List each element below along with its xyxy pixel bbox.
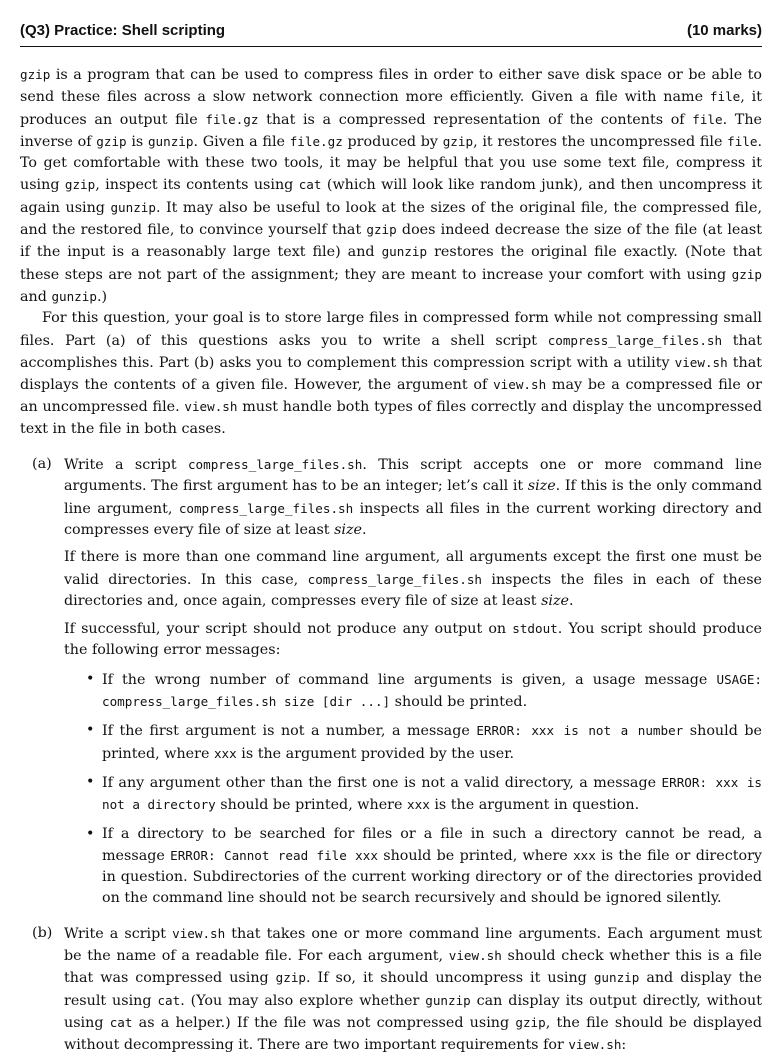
bullet-item [64,720,762,765]
text-run: inspects all files in the current working directory and compresses every file of size at least [64,500,762,538]
text-run: (which will look like random junk), and then uncompress it again using [20,177,763,216]
text-run: is a program that can be used to compress files in order to either save disk space or be able to send these files across a slow network connection more efficiently. Given a file with name [20,67,762,106]
text-run: that displays the contents of a given file. However, the argument of [20,354,762,394]
inline-code: xxx [213,745,237,761]
inline-code: gzip [515,1014,546,1030]
text-run: must handle both types of files correctly and display the uncompressed text in the file in both cases. [20,399,762,437]
text-run: If there is more than one command line argument, all arguments except the first one must be valid directories. In this case, [64,549,762,588]
part-a-label: (a) [32,456,52,473]
inline-code: cat [157,992,181,1008]
text-run: restores the original file exactly. (Note that these steps are not part of the assignment; they are meant to increase your comfort with using [20,244,762,283]
inline-code: gzip [96,133,127,149]
inline-code: gzip [731,266,762,282]
bullet-marker: • [86,722,95,739]
text-run: . (You may also explore whether [180,992,426,1009]
inline-code: gzip [20,67,51,82]
text-run: , it restores the uncompressed file [473,133,728,150]
bullet-text [102,669,762,714]
text-run: . If so, it should uncompress it using [306,970,594,987]
emphasis-text: size [541,592,569,609]
text-run: . The inverse of [20,111,763,150]
text-run: is the argument in question. [429,797,640,814]
text-run: should be printed, where [102,723,762,762]
part-a-paragraph [64,547,762,612]
text-run: is [126,133,148,150]
inline-code: file [692,111,723,127]
inline-code: gzip [64,177,96,193]
bullet-marker: • [86,670,95,687]
text-run: that is a compressed representation of the contents of [258,111,693,128]
text-run: . It may also be useful to look at the sizes of the original file, the compressed file, and the restored file, to convince yourself that [20,199,762,239]
text-run: should be printed. [390,694,528,711]
text-run: is the file or directory in question. Subdirectories of the current working directory or of the directories provided on the command line should not be search recursively and should be ignored silently. [102,847,762,907]
text-run: . To get comfortable with these two tools, it may be helpful that you use some text file, compress it using [20,133,763,194]
text-run: and [20,288,52,305]
inline-code: view.sh [493,377,547,393]
bullet-marker: • [86,773,95,790]
inline-code: compress_large_files.sh [187,457,363,473]
header-rule [20,46,762,47]
question-marks: (10 marks) [686,22,762,39]
inline-code: view.sh [674,354,728,370]
inline-code: view.sh [172,925,226,941]
bullet-text [102,824,762,910]
intro-paragraph [20,308,762,440]
text-run: , the file should be displayed without decompressing it. There are two important requirements for [64,1014,763,1054]
text-run: If successful, your script should not produce any output on [64,621,513,638]
text-run: .) [96,288,108,305]
text-run: Write a script [64,457,188,474]
text-run: and display the result using [64,970,762,1009]
question-title: (Q3) Practice: Shell scripting [20,22,226,39]
bullet-text [102,720,762,765]
inline-code: compress_large_files.sh [178,500,354,516]
inline-code: compress_large_files.sh [307,571,482,587]
inline-code: gzip [366,222,397,238]
text-run: produced by [342,133,443,150]
text-run: . You script should produce the following error messages: [64,621,762,659]
inline-code: gunzip [51,288,97,304]
text-run: does indeed decrease the size of the file (at least if the input is a reasonably large text file) and [20,222,763,261]
part-a-paragraph [64,618,762,662]
inline-code: file [727,133,758,149]
inline-code: gzip [442,133,474,149]
inline-code: file.gz [205,111,259,127]
text-run: : [621,1037,627,1054]
text-run: may be a compressed file or an uncompressed file. [20,377,762,416]
inline-code: gunzip [110,199,156,215]
inline-code: file [709,89,741,105]
inline-code: gunzip [593,970,640,986]
text-run: should be printed, where [215,797,408,814]
bullet-marker: • [86,825,95,842]
text-run: as a helper.) If the file was not compressed using [132,1014,516,1031]
text-run: If a directory to be searched for files or a file in such a directory cannot be read, a message [102,825,762,864]
text-run: If the wrong number of command line arguments is given, a usage message [102,671,717,688]
part-b-label: (b) [32,924,53,941]
question-body [20,64,762,1056]
inline-code: compress_large_files.sh [547,332,723,348]
part-a-paragraph [64,454,762,541]
text-run: should check whether this is a file that was compressed using [64,947,762,987]
part-b-paragraph [64,923,762,1056]
text-run: . Given a file [193,133,290,150]
bullet-item [64,772,762,817]
text-run: Write a script [64,925,173,942]
inline-code: USAGE: compress_large_files.sh size [dir ...] [102,671,762,710]
text-run: If any argument other than the first one is not a valid directory, a message [102,774,662,791]
text-run: that takes one or more command line arguments. Each argument must be the name of a readable file. For each argument, [64,925,762,964]
emphasis-text: size [334,521,362,538]
inline-code: gzip [275,970,307,986]
inline-code: ERROR: xxx is not a directory [102,774,762,813]
inline-code: view.sh [568,1037,622,1053]
part-a [20,454,762,910]
bullet-item [64,824,762,910]
inline-code: file.gz [289,133,343,149]
inline-code: xxx [573,847,596,863]
text-run: . [569,592,574,609]
inline-code: cat [298,177,322,193]
inline-code: view.sh [448,947,502,963]
text-run: . If this is the only command line argument, [64,478,763,517]
inline-code: view.sh [184,399,238,415]
inline-code: cat [109,1014,133,1030]
text-run: is the argument provided by the user. [236,745,515,762]
inline-code: xxx [407,797,430,813]
inline-code: ERROR: xxx is not a number [476,723,684,739]
text-run: For this question, your goal is to store large files in compressed form while not compressing small files. Part (a) of this questions asks you to write a shell script [20,310,762,349]
text-run: , it produces an output file [20,89,762,128]
text-run: . This script accepts one or more command line arguments. The first argument has to be an integer; let’s call it [64,457,762,495]
inline-code: gunzip [381,244,428,260]
part-b [20,923,762,1056]
text-run: can display its output directly, without using [64,992,762,1031]
text-run: should be printed, where [377,847,574,864]
bullet-item [64,669,762,714]
text-run: inspects the files in each of these directories and, once again, compresses every file of size at least [64,571,763,609]
text-run: . [362,521,367,538]
bullet-text [102,772,762,817]
text-run: , inspect its contents using [95,177,299,194]
inline-code: stdout [512,621,558,637]
text-run: that accomplishes this. Part (b) asks you to complement this compression script with a utility [20,332,762,371]
emphasis-text: size [527,478,556,495]
intro-paragraph [20,64,762,308]
error-message-list [64,669,762,910]
inline-code: ERROR: Cannot read file xxx [170,847,378,863]
text-run: If the first argument is not a number, a message [102,723,477,740]
inline-code: gunzip [147,133,194,149]
inline-code: gunzip [425,992,471,1008]
